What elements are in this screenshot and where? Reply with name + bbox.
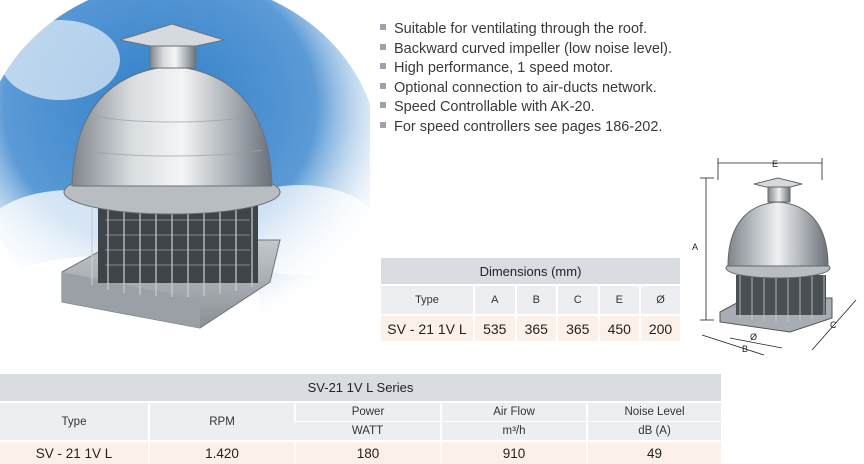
series-cell-power: 180 [295,441,441,464]
dimensions-cell-a: 535 [474,315,516,341]
dimension-label-diameter: Ø [750,332,758,342]
square-bullet-icon [380,102,386,108]
dimensions-cell-type: SV - 21 1V L [381,315,474,341]
dimensions-header-c: C [557,285,599,315]
square-bullet-icon [380,44,386,50]
dimension-label-e: E [772,159,779,169]
roof-fan-product-photo [0,0,370,345]
dimensions-cell-b: 365 [516,315,558,341]
dimensions-header-b: B [516,285,558,315]
series-header-rpm: RPM [149,402,295,441]
dimensions-header-diameter: Ø [640,285,680,315]
feature-item: For speed controllers see pages 186-202. [380,118,672,138]
dimension-label-b: B [742,344,749,354]
series-cell-airflow: 910 [441,441,587,464]
square-bullet-icon [380,83,386,89]
dimensions-header-e: E [599,285,641,315]
series-table-title: SV-21 1V L Series [0,374,721,402]
dimension-label-a: A [692,242,699,252]
feature-item: Backward curved impeller (low noise level). [380,40,672,60]
square-bullet-icon [380,24,386,30]
table-row [0,441,721,464]
dimension-label-c: C [830,320,837,330]
series-cell-noise: 49 [587,441,721,464]
feature-item: High performance, 1 speed motor. [380,59,672,79]
series-spec-table [0,374,721,464]
series-header-type: Type [0,402,149,441]
dimensions-cell-diameter: 200 [640,315,680,341]
series-header-power: Power [295,402,441,422]
feature-item: Optional connection to air-ducts network. [380,79,672,99]
dimensions-cell-e: 450 [599,315,641,341]
series-header-airflow-unit: m³/h [441,422,587,442]
series-cell-type: SV - 21 1V L [0,441,149,464]
dimensions-header-type: Type [381,285,474,315]
dimensions-table-title: Dimensions (mm) [381,258,680,285]
square-bullet-icon [380,63,386,69]
series-header-noise-unit: dB (A) [587,422,721,442]
series-header-airflow: Air Flow [441,402,587,422]
square-bullet-icon [380,122,386,128]
dimensions-cell-c: 365 [557,315,599,341]
series-cell-rpm: 1.420 [149,441,295,464]
dimensions-header-a: A [474,285,516,315]
series-header-power-unit: WATT [295,422,441,442]
table-row [381,315,680,341]
series-header-noise: Noise Level [587,402,721,422]
feature-list [380,20,672,137]
feature-item: Suitable for ventilating through the roof. [380,20,672,40]
dimension-diagram [686,150,864,360]
dimensions-table [381,258,680,341]
feature-item: Speed Controllable with AK-20. [380,98,672,118]
